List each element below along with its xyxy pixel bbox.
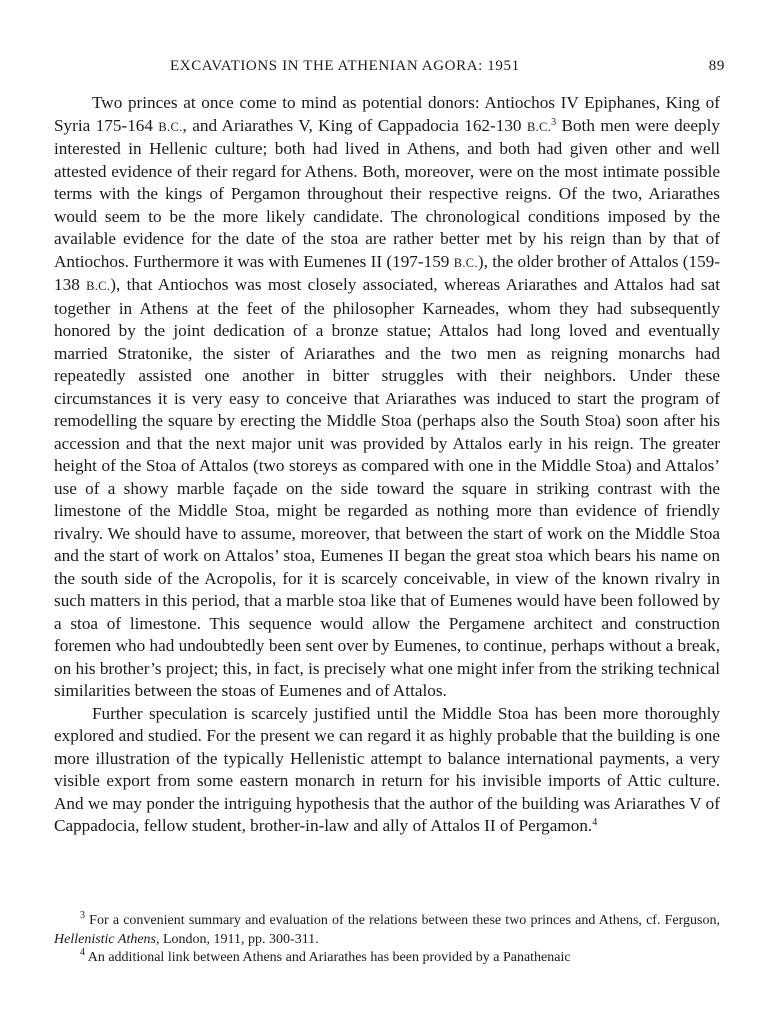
era-abbrev: B.C. [158, 119, 183, 134]
p1-text-4: ), the older brother of Attalos (159-138 [54, 251, 720, 294]
era-abbrev: B.C. [526, 119, 552, 134]
footnote-3 [54, 912, 720, 949]
paragraph-2 [54, 703, 720, 838]
page-number: 89 [708, 58, 725, 74]
footnote-marker-3: 3 [80, 910, 85, 921]
footnote-3-book-title: Hellenistic Athens [54, 931, 156, 947]
p1-text-2: , and Ariarathes V, King of Cappadocia 162-130 [182, 115, 527, 135]
era-abbrev: B.C. [86, 279, 111, 293]
footnote-marker-4: 4 [80, 947, 85, 958]
footnote-3-text-1: For a convenient summary and evaluation of the relations between these two princes and Athens, cf. Ferguson, [85, 913, 720, 928]
p1-text-3: Both men were deeply interested in Hellenic culture; both had lived in Athens, and both had given other and well attested evidence of their regard for Athens. Both, moreover, were on the most intimate possible terms with the kings of Pergamon throughout their respective reigns. Of the two, Ariarathes would seem to be the more likely candidate. The chronological conditions imposed by the available evidence for the date of the stoa are rather better met by his reign than by that of Antiochos. Furthermore it was with Eumenes II (197-159 [54, 115, 720, 271]
footnotes [54, 912, 720, 968]
footnote-ref-3[interactable]: 3 [551, 116, 557, 128]
paragraph-1 [54, 92, 720, 703]
running-title: EXCAVATIONS IN THE ATHENIAN AGORA: 1951 [170, 58, 520, 74]
footnote-4-text: An additional link between Athens and Ariarathes has been provided by a Panathenaic [85, 950, 571, 965]
footnote-4 [54, 949, 720, 968]
era-abbrev: B.C. [453, 255, 478, 270]
p1-text-1: Two princes at once come to mind as potential donors: Antiochos IV Epiphanes, King of Syria 175-164 [54, 93, 720, 135]
main-text [54, 92, 720, 838]
footnote-ref-4[interactable]: 4 [592, 817, 598, 828]
footnote-3-text-2: , London, 1911, pp. 300-311. [156, 931, 319, 947]
p2-text: Further speculation is scarcely justified until the Middle Stoa has been more thoroughly explored and studied. For the present we can regard it as highly probable that the building is one more illustration of the typically Hellenistic attempt to balance international payments, a very visible export from some eastern monarch in return for his invisible imports of Attic culture. And we may ponder the intriguing hypothesis that the author of the building was Ariarathes V of Cappadocia, fellow student, brother-in-law and ally of Attalos II of Pergamon. [54, 703, 720, 835]
p1-text-5: ), that Antiochos was most closely associated, whereas Ariarathes and Attalos had sat together in Athens at the feet of the philosopher Karneades, whom they had subsequently honored by the joint dedication of a bronze statue; Attalos had long loved and eventually married Stratonike, the sister of Ariarathes and the two men as reigning monarchs had repeatedly assisted one another in bitter struggles with their neighbors. Under these circumstances it is very easy to conceive that Ariarathes was induced to start the program of remodelling the square by erecting the Middle Stoa (perhaps also the South Stoa) soon after his accession and that the next major unit was provided by Attalos early in his reign. The greater height of the Stoa of Attalos (two storeys as compared with one in the Middle Stoa) and Attalos’ use of a showy marble façade on the side toward the square in striking contrast with the limestone of the Middle Stoa, might be regarded as nothing more than evidence of friendly rivalry. We should have to assume, moreover, that between the start of work on the Middle Stoa and the start of work on Attalos’ stoa, Eumenes II began the great stoa which bears his name on the south side of the Acropolis, for it is scarcely conceivable, in view of the known rivalry in such matters in this period, that a marble stoa like that of Eumenes would have been followed by a stoa of limestone. This sequence would allow the Pergamene architect and construction foremen who had undoubtedly been sent over by Eumenes, to continue, perhaps without a break, on his brother’s project; this, in fact, is precisely what one might infer from the striking technical similarities between the stoas of Eumenes and of Attalos. [54, 275, 721, 700]
